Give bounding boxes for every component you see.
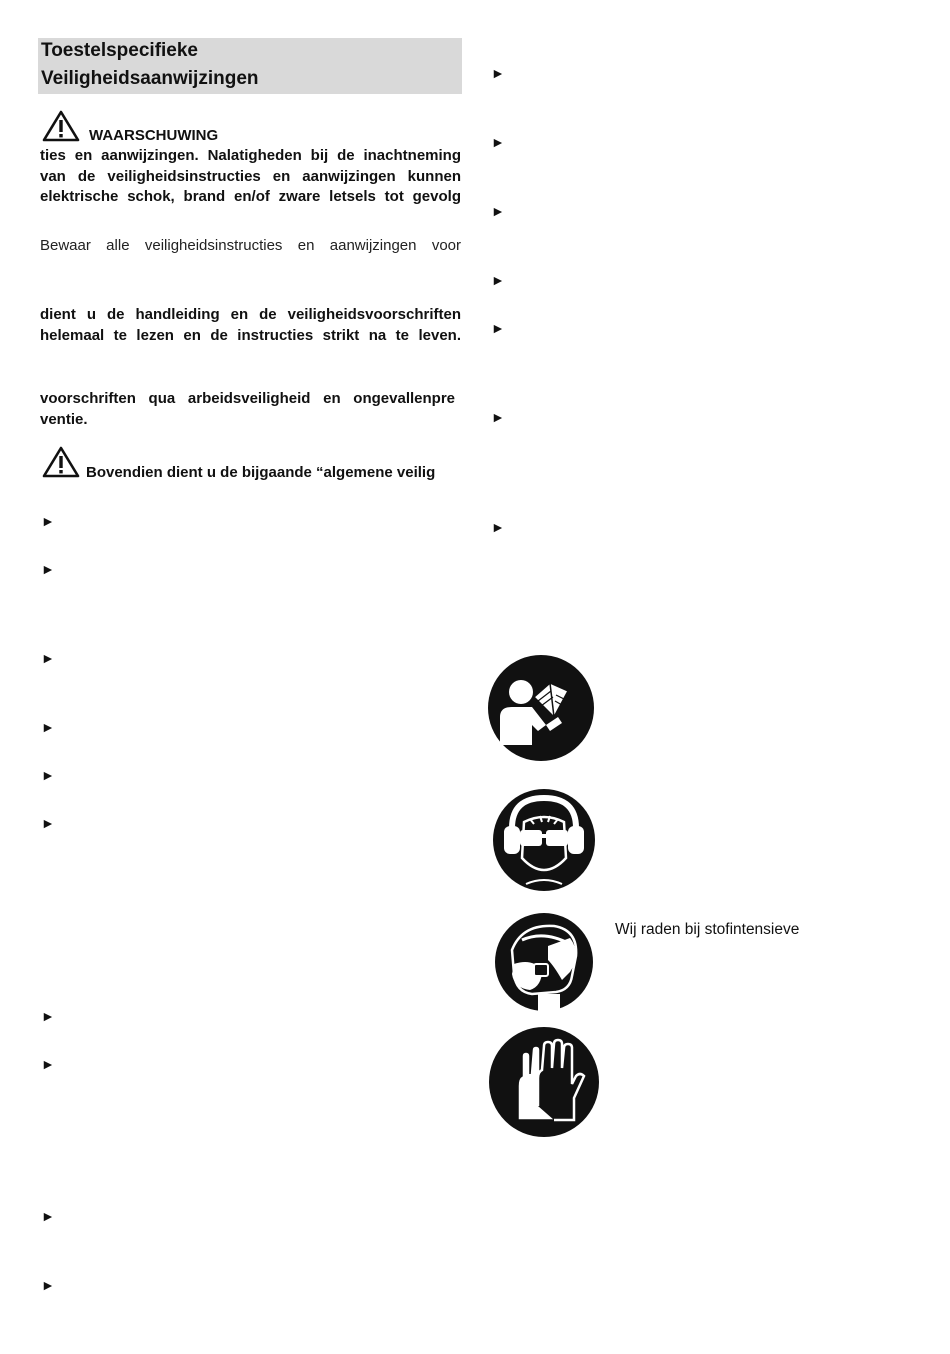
bullet-arrow: ► xyxy=(491,519,505,535)
bullet-arrow: ► xyxy=(41,1008,55,1024)
bullet-arrow: ► xyxy=(491,272,505,288)
dust-mask-caption: Wij raden bij stofintensieve xyxy=(615,921,800,938)
bullet-arrow: ► xyxy=(491,134,505,150)
manual-paragraph xyxy=(40,305,461,346)
bullet-arrow: ► xyxy=(41,1277,55,1293)
warning-line-2: van de veiligheidsinstructies en aanwijzingen kunnen xyxy=(40,167,461,185)
keep-line: Bewaar alle veiligheidsinstructies en aanwijzingen voor xyxy=(40,237,461,254)
regulations-line-1: voorschriften qua arbeidsveiligheid en ongevallenpre xyxy=(40,390,455,407)
warning-label: WAARSCHUWING xyxy=(89,127,219,144)
warning-line-3: elektrische schok, brand en/of zware letsels tot gevolg xyxy=(40,188,461,205)
manual-line-2: helemaal te lezen en de instructies strikt na te leven. xyxy=(40,326,461,344)
bullet-arrow: ► xyxy=(41,650,55,666)
warning-triangle-icon xyxy=(42,446,80,478)
manual-line-1: dient u de handleiding en de veiligheidsvoorschriften xyxy=(40,306,461,323)
bullet-arrow: ► xyxy=(491,409,505,425)
ear-eye-protection-icon xyxy=(490,786,598,894)
warning-paragraph xyxy=(40,146,461,208)
bullet-arrow: ► xyxy=(41,513,55,529)
read-manual-icon xyxy=(488,655,594,761)
keep-paragraph xyxy=(40,236,461,257)
bullet-arrow: ► xyxy=(491,320,505,336)
section-title-line-1: Toestelspecifieke xyxy=(41,40,199,61)
warning-line-1: ties en aanwijzingen. Nalatigheden bij de inachtneming xyxy=(40,147,461,164)
bullet-arrow: ► xyxy=(41,1056,55,1072)
gloves-icon xyxy=(488,1026,600,1138)
section-title-line-2: Veiligheidsaanwijzingen xyxy=(41,68,259,89)
bullet-arrow: ► xyxy=(41,1208,55,1224)
bullet-arrow: ► xyxy=(41,719,55,735)
bullet-arrow: ► xyxy=(41,561,55,577)
regulations-line-2: ventie. xyxy=(40,410,88,428)
bullet-arrow: ► xyxy=(491,203,505,219)
general-safety-line: Bovendien dient u de bijgaande “algemene veilig xyxy=(86,464,436,481)
warning-triangle-icon xyxy=(42,110,80,142)
bullet-arrow: ► xyxy=(491,65,505,81)
dust-mask-icon xyxy=(492,910,596,1014)
bullet-arrow: ► xyxy=(41,767,55,783)
regulations-paragraph xyxy=(40,389,455,430)
bullet-arrow: ► xyxy=(41,815,55,831)
section-title-box xyxy=(38,38,462,94)
